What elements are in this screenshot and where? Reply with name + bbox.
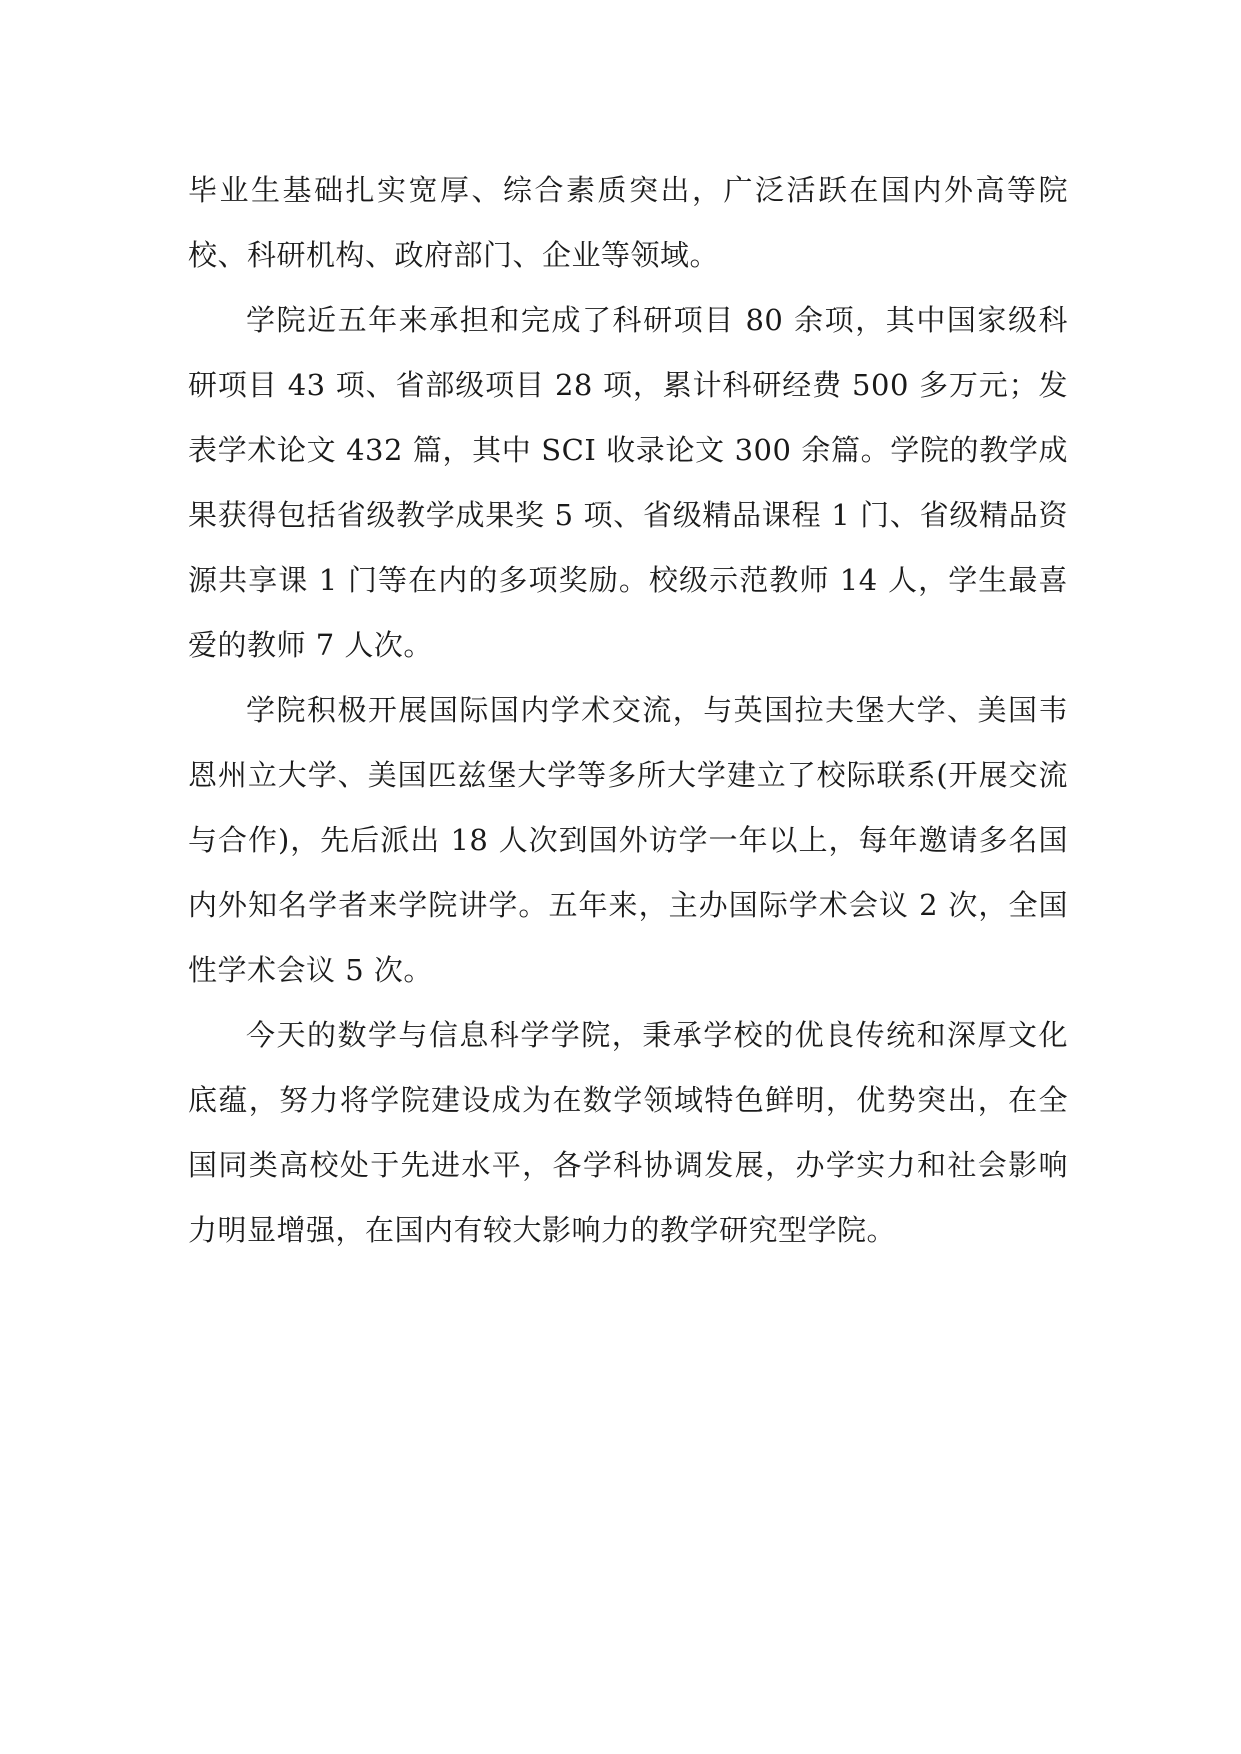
paragraph-graduates: 毕业生基础扎实宽厚、综合素质突出，广泛活跃在国内外高等院校、科研机构、政府部门、企业等领域。 — [188, 173, 1068, 272]
paragraph-research: 学院近五年来承担和完成了科研项目 80 余项，其中国家级科研项目 43 项、省部级项目 28 项，累计科研经费 500 多万元；发表学术论文 432 篇，其中 SCI 收录论文 300 余篇。学院的教学成果获得包括省级教学成果奖 5 项、省级精品课程 1 门、省级精品资源共享课 1 门等在内的多项奖励。校级示范教师 14 人，学生最喜爱的教师 7 人次。 — [188, 303, 1068, 662]
document-body — [188, 158, 1068, 1263]
paragraph-vision: 今天的数学与信息科学学院，秉承学校的优良传统和深厚文化底蕴，努力将学院建设成为在数学领域特色鲜明，优势突出，在全国同类高校处于先进水平，各学科协调发展，办学实力和社会影响力明显增强，在国内有较大影响力的教学研究型学院。 — [188, 1018, 1068, 1247]
paragraph-exchange: 学院积极开展国际国内学术交流，与英国拉夫堡大学、美国韦恩州立大学、美国匹兹堡大学等多所大学建立了校际联系(开展交流与合作)，先后派出 18 人次到国外访学一年以上，每年邀请多名国内外知名学者来学院讲学。五年来，主办国际学术会议 2 次，全国性学术会议 5 次。 — [188, 693, 1068, 987]
